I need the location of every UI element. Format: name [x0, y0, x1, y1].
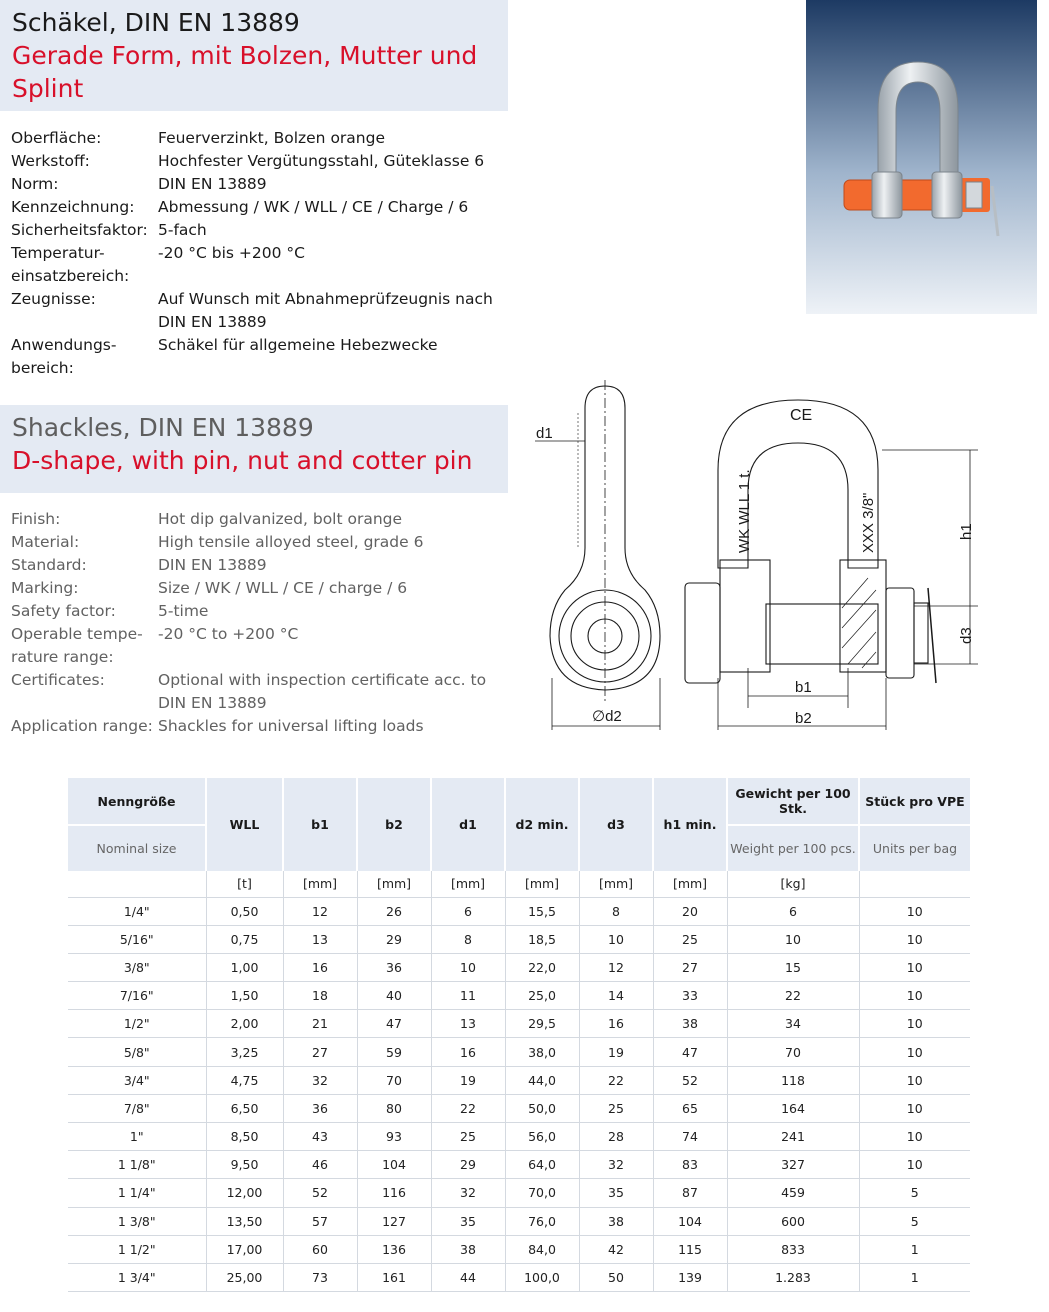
- unit-cell: [mm]: [357, 871, 431, 897]
- front-view-eye-left: [720, 560, 770, 672]
- table-cell: 25,0: [505, 982, 579, 1010]
- table-cell: 115: [653, 1235, 727, 1263]
- marking-left: WK WLL 1 t.: [736, 469, 753, 553]
- spec-value: Size / WK / WLL / CE / charge / 6: [158, 579, 408, 597]
- table-cell: 11: [431, 982, 505, 1010]
- table-cell: 10: [859, 925, 970, 953]
- table-cell: 74: [653, 1123, 727, 1151]
- table-cell: 1 3/8": [68, 1207, 206, 1235]
- table-cell: 34: [727, 1010, 859, 1038]
- spec-row: [11, 715, 511, 738]
- spec-label: Application range:: [11, 717, 153, 735]
- nut: [886, 588, 914, 678]
- table-cell: 1 1/4": [68, 1179, 206, 1207]
- spec-row: [11, 669, 511, 715]
- table-row: [68, 925, 970, 953]
- table-cell: 0,75: [206, 925, 283, 953]
- table-cell: 73: [283, 1263, 357, 1291]
- spec-row: [11, 577, 511, 600]
- spec-label: Finish:: [11, 510, 61, 528]
- table-cell: 10: [859, 897, 970, 925]
- table-cell: 38: [579, 1207, 653, 1235]
- table-cell: 6: [727, 897, 859, 925]
- table-cell: 13,50: [206, 1207, 283, 1235]
- table-cell: 32: [579, 1151, 653, 1179]
- table-row: [68, 1179, 970, 1207]
- table-cell: 8: [431, 925, 505, 953]
- spec-label: Standard:: [11, 556, 87, 574]
- table-cell: 13: [431, 1010, 505, 1038]
- spec-label: Marking:: [11, 579, 79, 597]
- table-cell: 100,0: [505, 1263, 579, 1291]
- table-cell: 33: [653, 982, 727, 1010]
- table-cell: 25: [579, 1094, 653, 1122]
- table-cell: 43: [283, 1123, 357, 1151]
- table-cell: 127: [357, 1207, 431, 1235]
- table-cell: 21: [283, 1010, 357, 1038]
- spec-value: Shackles for universal lifting loads: [158, 717, 424, 735]
- spec-label: Werkstoff:: [11, 152, 90, 170]
- english-subtitle: D-shape, with pin, nut and cotter pin: [12, 446, 473, 475]
- table-cell: 32: [431, 1179, 505, 1207]
- table-cell: 35: [579, 1179, 653, 1207]
- table-cell: 26: [357, 897, 431, 925]
- spec-row: [11, 242, 511, 288]
- spec-value: Auf Wunsch mit Abnahmeprüfzeugnis nach DIN EN 13889: [158, 290, 493, 331]
- spec-label: Zeugnisse:: [11, 290, 96, 308]
- spec-label: Temperatur-einsatzbereich:: [11, 244, 130, 285]
- german-spec-list: [11, 127, 511, 380]
- table-cell: 50: [579, 1263, 653, 1291]
- table-cell: 18,5: [505, 925, 579, 953]
- table-cell: 10: [859, 982, 970, 1010]
- table-cell: 10: [579, 925, 653, 953]
- table-cell: 2,00: [206, 1010, 283, 1038]
- table-cell: 136: [357, 1235, 431, 1263]
- table-cell: 17,00: [206, 1235, 283, 1263]
- table-cell: 57: [283, 1207, 357, 1235]
- table-cell: 27: [283, 1038, 357, 1066]
- table-cell: 1 1/2": [68, 1235, 206, 1263]
- table-cell: 16: [283, 953, 357, 981]
- header-d1: d1: [431, 778, 505, 871]
- table-cell: 3,25: [206, 1038, 283, 1066]
- spec-label: Oberfläche:: [11, 129, 102, 147]
- table-cell: 241: [727, 1123, 859, 1151]
- english-title: Shackles, DIN EN 13889: [12, 413, 314, 442]
- unit-cell: [mm]: [505, 871, 579, 897]
- photo-background: [806, 0, 1037, 314]
- table-cell: 70: [727, 1038, 859, 1066]
- table-cell: 104: [357, 1151, 431, 1179]
- technical-drawing: [530, 378, 990, 738]
- table-cell: 29: [357, 925, 431, 953]
- table-cell: 16: [431, 1038, 505, 1066]
- bolt-head: [685, 583, 720, 683]
- spec-value: Abmessung / WK / WLL / CE / Charge / 6: [158, 198, 469, 216]
- table-cell: 44,0: [505, 1066, 579, 1094]
- table-cell: 38: [653, 1010, 727, 1038]
- spec-value: Feuerverzinkt, Bolzen orange: [158, 129, 385, 147]
- spec-label: Kennzeichnung:: [11, 198, 135, 216]
- table-cell: 44: [431, 1263, 505, 1291]
- unit-cell: [mm]: [431, 871, 505, 897]
- table-row: [68, 1010, 970, 1038]
- table-cell: 118: [727, 1066, 859, 1094]
- header-h1: h1 min.: [653, 778, 727, 871]
- d2-label: ∅d2: [592, 708, 622, 725]
- table-cell: 52: [283, 1179, 357, 1207]
- spec-value: High tensile alloyed steel, grade 6: [158, 533, 424, 551]
- table-cell: 25: [431, 1123, 505, 1151]
- german-title: Schäkel, DIN EN 13889: [12, 8, 300, 37]
- table-cell: 15,5: [505, 897, 579, 925]
- table-cell: 12: [283, 897, 357, 925]
- table-cell: 9,50: [206, 1151, 283, 1179]
- bolt-end: [914, 603, 928, 663]
- table-cell: 12,00: [206, 1179, 283, 1207]
- table-cell: 1: [859, 1235, 970, 1263]
- spec-row: [11, 600, 511, 623]
- table-cell: 25,00: [206, 1263, 283, 1291]
- table-cell: 6: [431, 897, 505, 925]
- unit-cell: [mm]: [283, 871, 357, 897]
- table-cell: 56,0: [505, 1123, 579, 1151]
- spec-row: [11, 288, 511, 334]
- table-cell: 22: [727, 982, 859, 1010]
- shackle-eye-left: [872, 172, 902, 218]
- table-cell: 1 1/8": [68, 1151, 206, 1179]
- table-cell: 27: [653, 953, 727, 981]
- english-spec-list: [11, 508, 511, 738]
- cotter-pin-line: [928, 588, 936, 683]
- spec-value: DIN EN 13889: [158, 175, 267, 193]
- table-cell: 22: [579, 1066, 653, 1094]
- table-cell: 1: [859, 1263, 970, 1291]
- header-b1: b1: [283, 778, 357, 871]
- d1-label: d1: [536, 425, 553, 442]
- spec-label: Certificates:: [11, 671, 105, 689]
- table-cell: 76,0: [505, 1207, 579, 1235]
- english-title-block: [0, 405, 508, 493]
- table-cell: 459: [727, 1179, 859, 1207]
- spec-row: [11, 623, 511, 669]
- table-cell: 8,50: [206, 1123, 283, 1151]
- table-cell: 600: [727, 1207, 859, 1235]
- table-cell: 10: [859, 1066, 970, 1094]
- table-cell: 38,0: [505, 1038, 579, 1066]
- table-cell: 15: [727, 953, 859, 981]
- table-cell: 59: [357, 1038, 431, 1066]
- table-cell: 139: [653, 1263, 727, 1291]
- table-cell: 1/2": [68, 1010, 206, 1038]
- table-row: [68, 982, 970, 1010]
- table-cell: 12: [579, 953, 653, 981]
- table-cell: 10: [859, 1094, 970, 1122]
- table-row: [68, 897, 970, 925]
- unit-cell: [kg]: [727, 871, 859, 897]
- table-cell: 1/4": [68, 897, 206, 925]
- b2-label: b2: [795, 710, 812, 727]
- table-row: [68, 1066, 970, 1094]
- spec-row: [11, 334, 511, 380]
- ce-mark: CE: [790, 407, 813, 424]
- spec-row: [11, 219, 511, 242]
- spec-row: [11, 173, 511, 196]
- table-cell: 116: [357, 1179, 431, 1207]
- bolt-shaft: [766, 604, 878, 664]
- table-cell: 35: [431, 1207, 505, 1235]
- dimension-table: [68, 778, 970, 1292]
- table-cell: 4,75: [206, 1066, 283, 1094]
- table-cell: 833: [727, 1235, 859, 1263]
- table-cell: 1,50: [206, 982, 283, 1010]
- table-cell: 65: [653, 1094, 727, 1122]
- spec-row: [11, 127, 511, 150]
- shackle-eye-right: [932, 172, 962, 218]
- table-cell: 52: [653, 1066, 727, 1094]
- table-cell: 1.283: [727, 1263, 859, 1291]
- table-cell: 10: [859, 1010, 970, 1038]
- table-cell: 64,0: [505, 1151, 579, 1179]
- table-cell: 1": [68, 1123, 206, 1151]
- table-cell: 10: [431, 953, 505, 981]
- table-cell: 84,0: [505, 1235, 579, 1263]
- table-cell: 70,0: [505, 1179, 579, 1207]
- spec-label: Safety factor:: [11, 602, 116, 620]
- spec-value: DIN EN 13889: [158, 556, 267, 574]
- table-cell: 5: [859, 1207, 970, 1235]
- table-cell: 32: [283, 1066, 357, 1094]
- table-cell: 28: [579, 1123, 653, 1151]
- spec-label: Norm:: [11, 175, 59, 193]
- table-row: [68, 1207, 970, 1235]
- table-cell: 8: [579, 897, 653, 925]
- header-wll: WLL: [206, 778, 283, 871]
- spec-value: 5-time: [158, 602, 209, 620]
- b1-label: b1: [795, 679, 812, 696]
- spec-label: Operable tempe-rature range:: [11, 625, 143, 666]
- spec-label: Anwendungs-bereich:: [11, 336, 117, 377]
- product-photo: [806, 0, 1037, 314]
- spec-value: -20 °C bis +200 °C: [158, 244, 305, 262]
- table-row: [68, 1151, 970, 1179]
- unit-cell: [68, 871, 206, 897]
- unit-cell: [859, 871, 970, 897]
- table-cell: 327: [727, 1151, 859, 1179]
- spec-row: [11, 531, 511, 554]
- table-cell: 36: [283, 1094, 357, 1122]
- table-cell: 50,0: [505, 1094, 579, 1122]
- table-cell: 93: [357, 1123, 431, 1151]
- table-cell: 6,50: [206, 1094, 283, 1122]
- table-cell: 29: [431, 1151, 505, 1179]
- marking-right: XXX 3/8": [860, 492, 877, 553]
- table-cell: 70: [357, 1066, 431, 1094]
- table-cell: 14: [579, 982, 653, 1010]
- spec-value: Schäkel für allgemeine Hebezwecke: [158, 336, 438, 354]
- table-row: [68, 1094, 970, 1122]
- german-title-block: [0, 0, 508, 111]
- table-cell: 20: [653, 897, 727, 925]
- hex-nut: [966, 182, 982, 208]
- spec-value: Hochfester Vergütungsstahl, Güteklasse 6: [158, 152, 485, 170]
- section-hatching: [842, 578, 876, 668]
- table-body: [68, 871, 970, 1292]
- table-cell: 1,00: [206, 953, 283, 981]
- table-cell: 161: [357, 1263, 431, 1291]
- table-cell: 83: [653, 1151, 727, 1179]
- header-d2: d2 min.: [505, 778, 579, 871]
- table-cell: 40: [357, 982, 431, 1010]
- unit-cell: [mm]: [579, 871, 653, 897]
- table-cell: 19: [431, 1066, 505, 1094]
- table-cell: 47: [653, 1038, 727, 1066]
- d3-label: d3: [958, 627, 975, 644]
- table-cell: 3/4": [68, 1066, 206, 1094]
- table-cell: 46: [283, 1151, 357, 1179]
- table-cell: 16: [579, 1010, 653, 1038]
- spec-row: [11, 508, 511, 531]
- table-cell: 10: [859, 1151, 970, 1179]
- unit-cell: [mm]: [653, 871, 727, 897]
- header-units-de: Stück pro VPE: [859, 778, 970, 825]
- header-units-en: Units per bag: [859, 825, 970, 871]
- table-cell: 10: [859, 1038, 970, 1066]
- header-d3: d3: [579, 778, 653, 871]
- table-cell: 164: [727, 1094, 859, 1122]
- spec-value: Hot dip galvanized, bolt orange: [158, 510, 403, 528]
- spec-value: Optional with inspection certificate acc. to DIN EN 13889: [158, 671, 487, 712]
- table-cell: 5: [859, 1179, 970, 1207]
- table-cell: 25: [653, 925, 727, 953]
- spec-value: -20 °C to +200 °C: [158, 625, 299, 643]
- spec-label: Sicherheitsfaktor:: [11, 221, 148, 239]
- unit-cell: [t]: [206, 871, 283, 897]
- table-cell: 7/8": [68, 1094, 206, 1122]
- spec-value: 5-fach: [158, 221, 207, 239]
- table-cell: 10: [727, 925, 859, 953]
- units-row: [68, 871, 970, 897]
- table-cell: 10: [859, 953, 970, 981]
- table-cell: 22: [431, 1094, 505, 1122]
- spec-row: [11, 554, 511, 577]
- spec-label: Material:: [11, 533, 80, 551]
- table-cell: 47: [357, 1010, 431, 1038]
- table-cell: 3/8": [68, 953, 206, 981]
- header-weight-de: Gewicht per 100 Stk.: [727, 778, 859, 825]
- table-row: [68, 1263, 970, 1291]
- table-cell: 22,0: [505, 953, 579, 981]
- table-cell: 5/8": [68, 1038, 206, 1066]
- table-cell: 1 3/4": [68, 1263, 206, 1291]
- table-cell: 5/16": [68, 925, 206, 953]
- table-cell: 87: [653, 1179, 727, 1207]
- table-cell: 18: [283, 982, 357, 1010]
- table-cell: 104: [653, 1207, 727, 1235]
- table-row: [68, 1123, 970, 1151]
- front-view-eye-right: [840, 560, 886, 672]
- table-cell: 80: [357, 1094, 431, 1122]
- table-cell: 10: [859, 1123, 970, 1151]
- header-b2: b2: [357, 778, 431, 871]
- table-cell: 60: [283, 1235, 357, 1263]
- table-cell: 13: [283, 925, 357, 953]
- table-row: [68, 1235, 970, 1263]
- table-cell: 36: [357, 953, 431, 981]
- header-weight-en: Weight per 100 pcs.: [727, 825, 859, 871]
- h1-label: h1: [958, 523, 975, 540]
- table-cell: 38: [431, 1235, 505, 1263]
- german-subtitle: Gerade Form, mit Bolzen, Mutter und Splint: [12, 41, 478, 103]
- table-cell: 0,50: [206, 897, 283, 925]
- spec-row: [11, 150, 511, 173]
- header-nominal-de: Nenngröße: [68, 778, 206, 825]
- spec-row: [11, 196, 511, 219]
- table-row: [68, 953, 970, 981]
- header-nominal-en: Nominal size: [68, 825, 206, 871]
- table-cell: 7/16": [68, 982, 206, 1010]
- table-cell: 42: [579, 1235, 653, 1263]
- table-row: [68, 1038, 970, 1066]
- table-cell: 29,5: [505, 1010, 579, 1038]
- table-cell: 19: [579, 1038, 653, 1066]
